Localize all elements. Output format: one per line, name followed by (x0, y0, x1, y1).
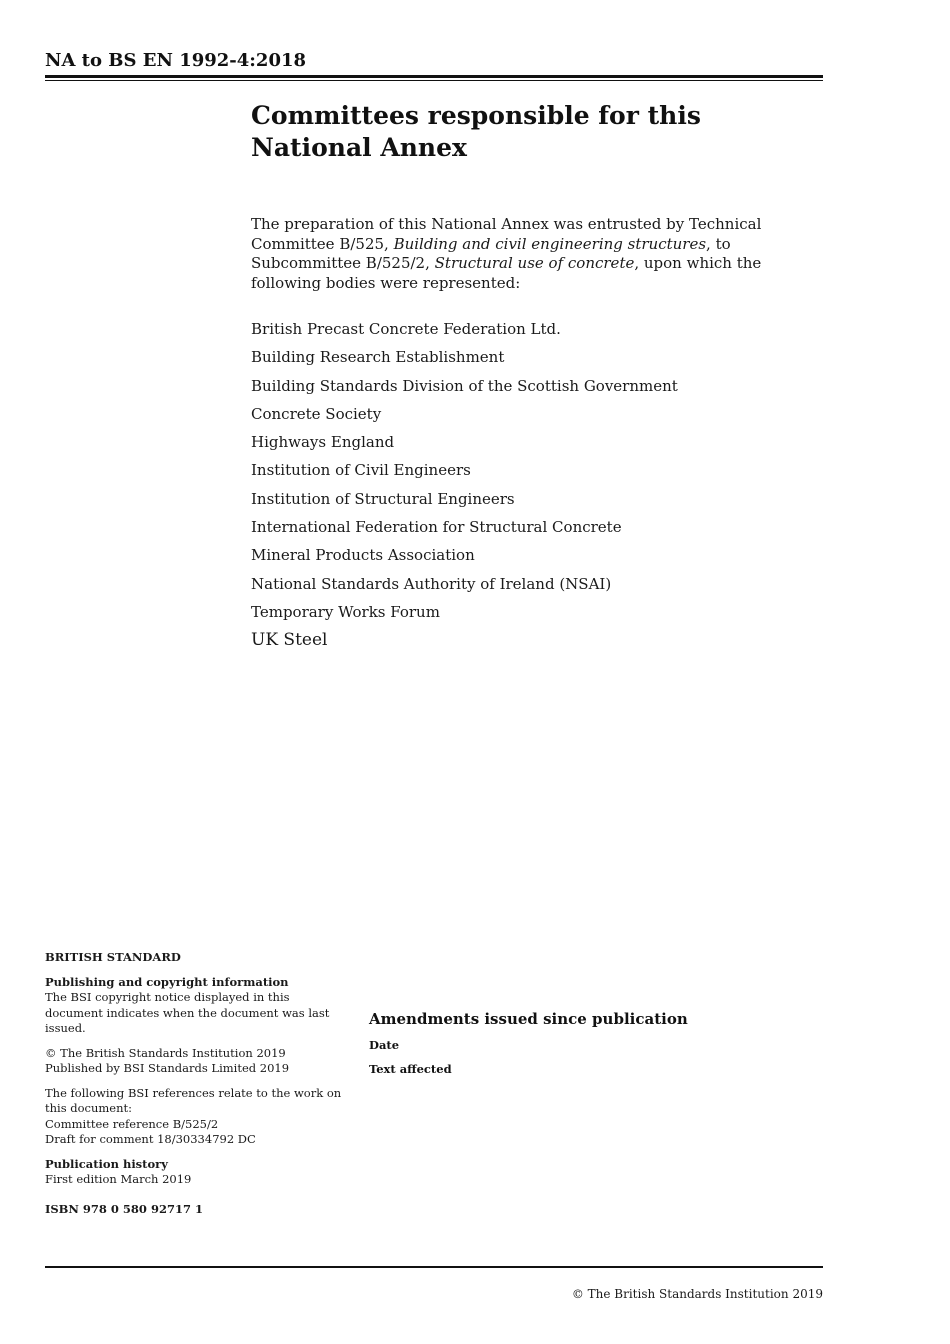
footer-copyright: © The British Standards Institution 2019 (571, 1287, 823, 1301)
list-item: International Federation for Structural Concrete (251, 518, 622, 537)
list-item: Temporary Works Forum (251, 602, 440, 621)
copyright-notice: The BSI copyright notice displayed in this document indicates when the document was last issued. (45, 990, 330, 1035)
amendments-text-affected-column: Text affected (369, 1062, 452, 1076)
list-item: Concrete Society (251, 404, 382, 423)
intro-subcommittee-name: Structural use of concrete (434, 254, 635, 272)
footer-rule (45, 1266, 823, 1268)
list-item: Mineral Products Association (251, 546, 475, 565)
amendments-heading: Amendments issued since publication (369, 1010, 688, 1028)
page-title-line-1: Committees responsible for this (251, 101, 701, 130)
first-edition: First edition March 2019 (45, 1172, 192, 1186)
amendments-date-column: Date (369, 1038, 400, 1052)
intro-paragraph (251, 215, 771, 293)
publishing-info-column (45, 950, 350, 1217)
page-title (251, 100, 771, 164)
references-intro: The following BSI references relate to the work on this document: (45, 1085, 342, 1115)
intro-text-2: , to Subcommittee B/525/2, (251, 234, 731, 272)
intro-text-1: The preparation of this National Annex was entrusted by Technical Committee B/525, (251, 215, 762, 253)
intro-text-3: , upon which the following bodies were represented: (251, 254, 762, 292)
header-rule-thick (45, 75, 823, 78)
publishing-heading: Publishing and copyright information (45, 974, 289, 989)
committee-reference: Committee reference B/525/2 (45, 1116, 219, 1131)
copyright-block (45, 1046, 350, 1077)
intro-committee-name: Building and civil engineering structures (393, 234, 707, 253)
list-item: National Standards Authority of Ireland (NSAI) (251, 574, 612, 593)
published-line: Published by BSI Standards Limited 2019 (45, 1061, 290, 1075)
references-block (45, 1086, 350, 1148)
publication-history-heading: Publication history (45, 1156, 168, 1171)
page-title-line-2: National Annex (251, 133, 467, 162)
amendments-section (369, 1009, 789, 1085)
list-item: British Precast Concrete Federation Ltd. (251, 320, 561, 338)
represented-bodies-list (251, 317, 678, 657)
list-item: Institution of Structural Engineers (251, 489, 515, 508)
list-item: Highways England (251, 433, 395, 452)
document-id-header: NA to BS EN 1992-4:2018 (45, 50, 307, 71)
copyright-line: © The British Standards Institution 2019 (45, 1045, 286, 1060)
british-standard-label: BRITISH STANDARD (45, 950, 181, 964)
draft-reference: Draft for comment 18/30334792 DC (45, 1132, 256, 1146)
list-item: Building Standards Division of the Scottish Government (251, 376, 678, 395)
list-item: Building Research Establishment (251, 348, 505, 367)
header-rule-thin (45, 80, 823, 81)
list-item: UK Steel (251, 630, 328, 651)
isbn: ISBN 978 0 580 92717 1 (45, 1201, 203, 1216)
list-item: Institution of Civil Engineers (251, 461, 471, 480)
